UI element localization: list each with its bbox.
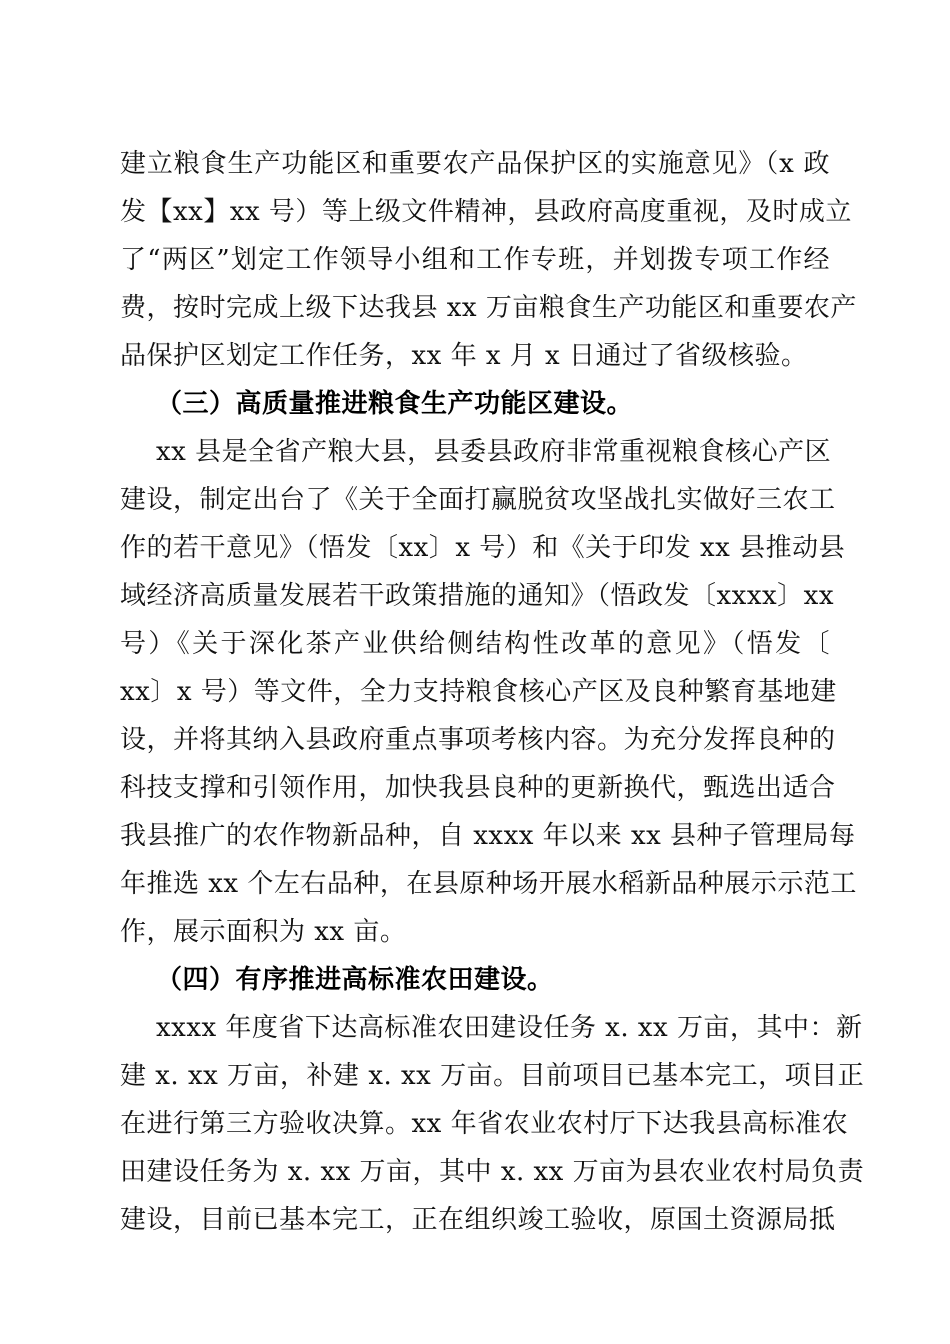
body-line: 号）《关于深化茶产业供给侧结构性改革的意见》（悟发〔 [120,629,830,659]
section-heading-4: （四）有序推进高标准农田建设。 [156,965,554,995]
body-line: 科技支撑和引领作用，加快我县良种的更新换代，甄选出适合 [120,773,836,803]
body-line: 建立粮食生产功能区和重要农产品保护区的实施意见》（x 政 [120,149,830,179]
body-line: 在进行第三方验收决算。xx 年省农业农村厅下达我县高标准农 [120,1109,849,1139]
body-line: 年推选 xx 个左右品种，在县原种场开展水稻新品种展示示范工 [120,869,857,899]
body-line: 费，按时完成上级下达我县 xx 万亩粮食生产功能区和重要农产 [120,293,857,323]
body-line: 域经济高质量发展若干政策措施的通知》（悟政发〔xxxx〕xx [120,581,834,611]
body-line: 作的若干意见》（悟发〔xx〕x 号）和《关于印发 xx 县推动县 [120,533,846,563]
body-line: xx 县是全省产粮大县，县委县政府非常重视粮食核心产区 [156,437,832,467]
body-line: 发【xx】xx 号）等上级文件精神，县政府高度重视，及时成立 [120,197,852,227]
body-line: 了“两区”划定工作领导小组和工作专班，并划拨专项工作经 [120,245,830,275]
body-line: xx〕x 号）等文件，全力支持粮食核心产区及良种繁育基地建 [120,677,837,707]
body-line: 我县推广的农作物新品种，自 xxxx 年以来 xx 县种子管理局每 [120,821,856,851]
body-line: 建设，制定出台了《关于全面打赢脱贫攻坚战扎实做好三农工 [120,485,836,515]
body-line: xxxx 年度省下达高标准农田建设任务 x. xx 万亩，其中：新 [156,1013,863,1043]
body-line: 建 x. xx 万亩，补建 x. xx 万亩。目前项目已基本完工，项目正 [120,1061,865,1091]
body-line: 田建设任务为 x. xx 万亩，其中 x. xx 万亩为县农业农村局负责 [120,1157,865,1187]
body-line: 建设，目前已基本完工，正在组织竣工验收，原国土资源局抵 [120,1205,836,1235]
body-line: 设，并将其纳入县政府重点事项考核内容。为充分发挥良种的 [120,725,836,755]
body-line: 品保护区划定工作任务，xx 年 x 月 x 日通过了省级核验。 [120,341,808,371]
body-line: 作，展示面积为 xx 亩。 [120,917,407,947]
section-heading-3: （三）高质量推进粮食生产功能区建设。 [156,389,634,419]
